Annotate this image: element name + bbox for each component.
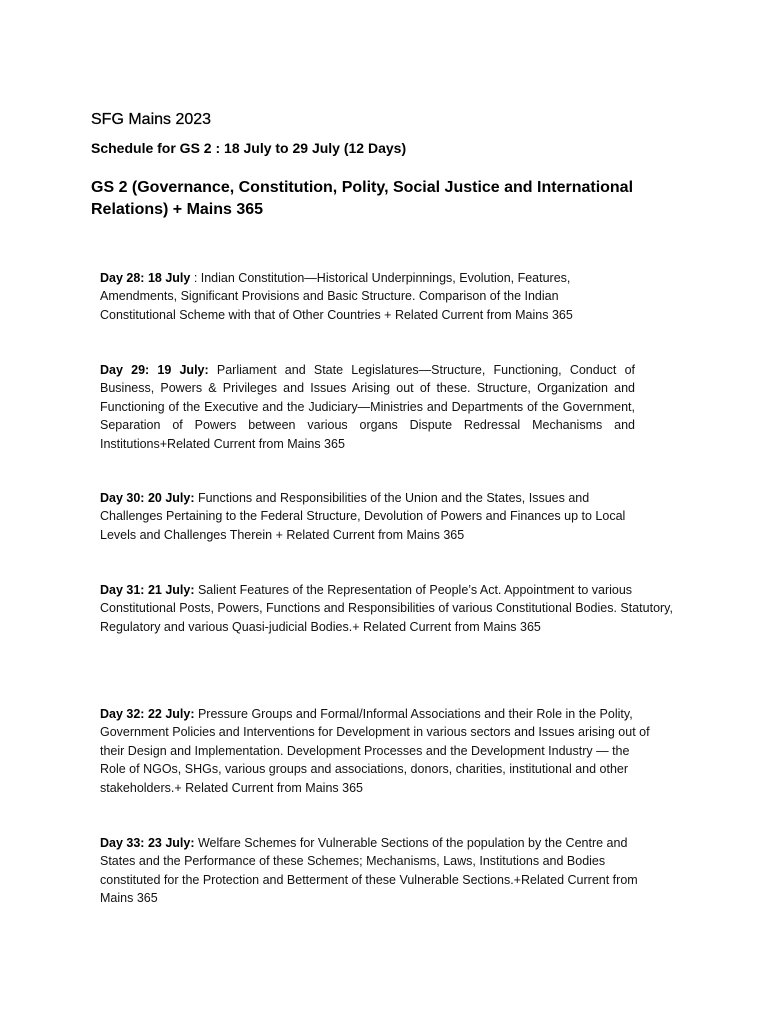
- schedule-entry-day-31: [100, 581, 678, 636]
- day-description: Salient Features of the Representation of People’s Act. Appointment to various Constitutional Posts, Powers, Functions and Responsibilities of various Constitutional Bodies. Statutory, Regulatory and various Quasi-judicial Bodies.+ Related Current from Mains 365: [100, 583, 673, 634]
- schedule-entry-day-28: [100, 269, 624, 324]
- day-label: Day 29: 19 July:: [100, 363, 209, 377]
- day-description: Pressure Groups and Formal/Informal Associations and their Role in the Polity, Government Policies and Interventions for Development in various sectors and Issues arising out of their Design and Implementation. Development Processes and the Development Industry — the Role of NGOs, SHGs, various groups and associations, donors, charities, institutional and other stakeholders.+ Related Current from Mains 365: [100, 707, 650, 795]
- day-description: Parliament and State Legislatures—Structure, Functioning, Conduct of Business, Powers & Privileges and Issues Arising out of these. Structure, Organization and Functioning of the Executive and the Judiciary—Ministries and Departments of the Government, Separation of Powers between various organs Dispute Redressal Mechanisms and Institutions+Related Current from Mains 365: [100, 363, 635, 451]
- schedule-entry-day-30: [100, 489, 650, 544]
- day-label: Day 32: 22 July:: [100, 707, 195, 721]
- section-heading: GS 2 (Governance, Constitution, Polity, Social Justice and International Relations) + Mains 365: [91, 179, 634, 218]
- schedule-subtitle: Schedule for GS 2 : 18 July to 29 July (12 Days): [91, 140, 407, 156]
- schedule-entry-day-32: [100, 705, 658, 797]
- day-label: Day 30: 20 July:: [100, 491, 195, 505]
- day-label: Day 33: 23 July:: [100, 836, 195, 850]
- schedule-entry-day-29: [100, 361, 635, 453]
- day-label: Day 31: 21 July:: [100, 583, 195, 597]
- day-description: : Indian Constitution—Historical Underpinnings, Evolution, Features, Amendments, Significant Provisions and Basic Structure. Comparison of the Indian Constitutional Scheme with that of Other Countries + Related Current from Mains 365: [100, 271, 573, 322]
- schedule-entry-day-33: [100, 834, 662, 908]
- day-description: Functions and Responsibilities of the Union and the States, Issues and Challenges Pertaining to the Federal Structure, Devolution of Powers and Finances up to Local Levels and Challenges Therein + Related Current from Mains 365: [100, 491, 626, 542]
- day-label: Day 28: 18 July: [100, 271, 191, 285]
- day-description: Welfare Schemes for Vulnerable Sections of the population by the Centre and States and the Performance of these Schemes; Mechanisms, Laws, Institutions and Bodies constituted for the Protection and Betterment of these Vulnerable Sections.+Related Current from Mains 365: [100, 836, 638, 906]
- document-title: SFG Mains 2023: [91, 111, 212, 128]
